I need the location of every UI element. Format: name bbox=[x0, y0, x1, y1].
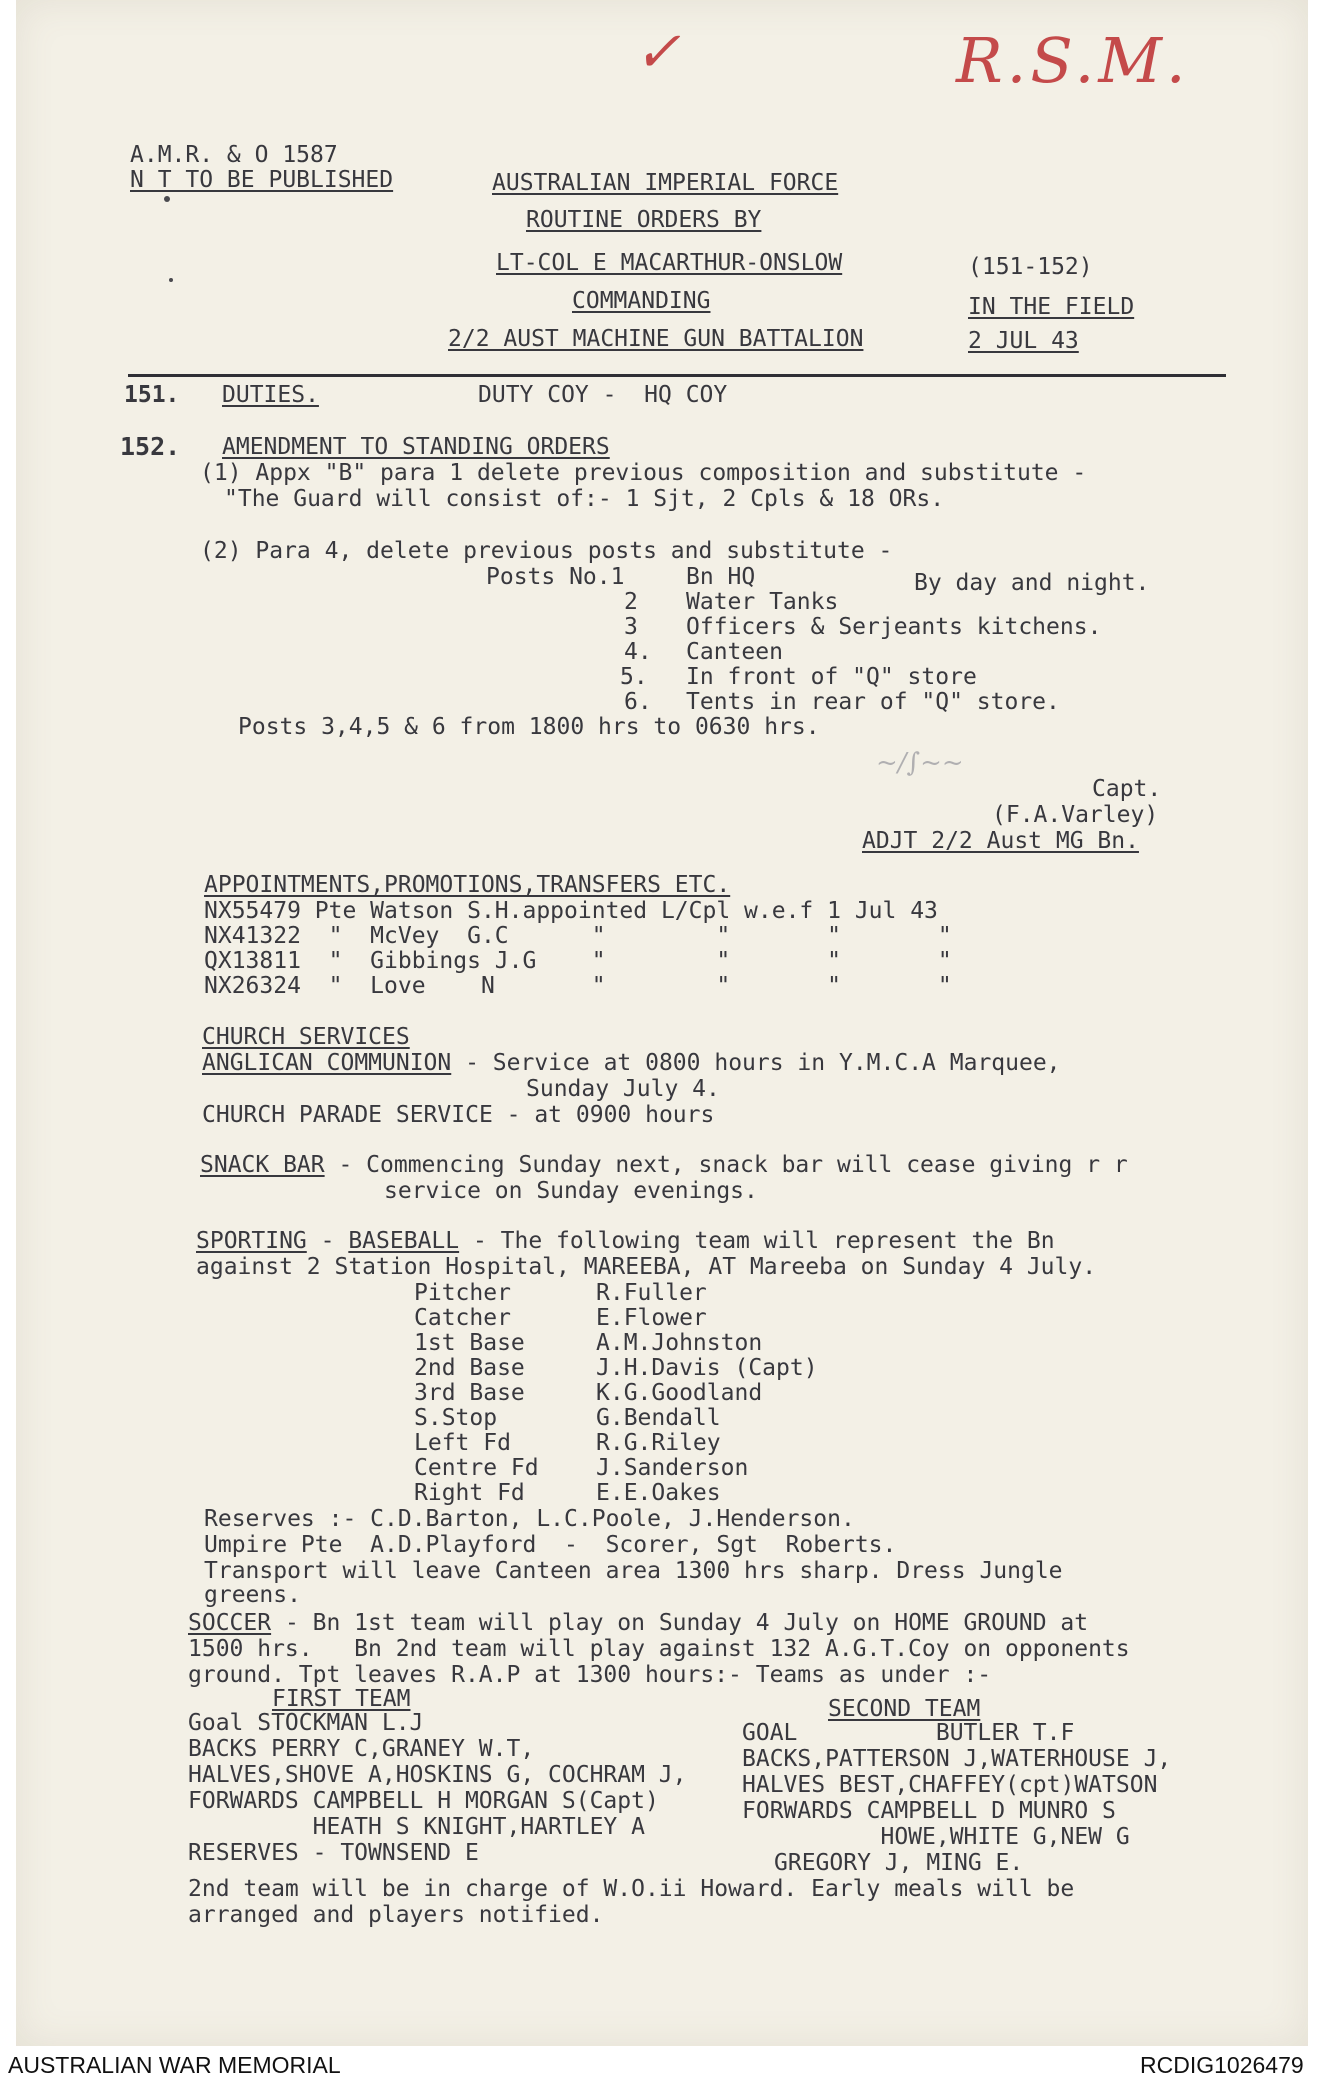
header-title-line-5: 2/2 AUST MACHINE GUN BATTALION bbox=[448, 326, 864, 352]
date-label: 2 JUL 43 bbox=[968, 328, 1079, 354]
soccer-note-1: 2nd team will be in charge of W.O.ii Howard. Early meals will be bbox=[188, 1876, 1075, 1902]
post-4-desc: Canteen bbox=[686, 639, 783, 665]
header-divider bbox=[128, 374, 1226, 377]
duties-label: DUTIES. bbox=[222, 382, 319, 408]
team-pos-6: S.Stop bbox=[414, 1405, 498, 1431]
second-team-line-3: HALVES BEST,CHAFFEY(cpt)WATSON bbox=[742, 1772, 1158, 1798]
second-team-title: SECOND TEAM bbox=[828, 1696, 981, 1722]
anglican-text: - Service at 0800 hours in Y.M.C.A Marquee, bbox=[451, 1050, 1061, 1076]
signature-name: (F.A.Varley) bbox=[992, 802, 1159, 828]
team-name-4: J.H.Davis (Capt) bbox=[596, 1355, 818, 1381]
church-parade: CHURCH PARADE SERVICE - at 0900 hours bbox=[202, 1102, 715, 1128]
team-pos-7: Left Fd bbox=[414, 1430, 511, 1456]
posts-label-text: Posts No. bbox=[486, 564, 611, 590]
team-name-6: G.Bendall bbox=[596, 1405, 721, 1431]
sporting-label: SPORTING bbox=[196, 1228, 307, 1254]
sporting-line-1 bbox=[196, 1228, 1055, 1254]
check-mark: ✓ bbox=[634, 20, 681, 85]
header-title-line-4: COMMANDING bbox=[572, 288, 711, 314]
post-2-desc: Water Tanks bbox=[686, 589, 839, 615]
header-title-line-2: ROUTINE ORDERS BY bbox=[526, 207, 762, 233]
post-3-number: 3 bbox=[624, 614, 638, 640]
punch-hole-mark bbox=[164, 196, 170, 202]
team-pos-4: 2nd Base bbox=[414, 1355, 525, 1381]
second-team-line-5: HOWE,WHITE G,NEW G bbox=[742, 1824, 1130, 1850]
post-6-desc: Tents in rear of "Q" store. bbox=[686, 689, 1060, 715]
post-5-number: 5. bbox=[620, 664, 648, 690]
anglican-line bbox=[202, 1050, 1061, 1076]
punch-hole-mark-2 bbox=[169, 278, 173, 282]
team-name-7: R.G.Riley bbox=[596, 1430, 721, 1456]
baseball-transport-1: Transport will leave Canteen area 1300 hrs sharp. Dress Jungle bbox=[204, 1558, 1063, 1584]
post-3-desc: Officers & Serjeants kitchens. bbox=[686, 614, 1102, 640]
appointments-row-1: NX55479 Pte Watson S.H.appointed L/Cpl w.e.f 1 Jul 43 bbox=[204, 898, 938, 924]
order-numbers: (151-152) bbox=[968, 254, 1093, 280]
duties-text: DUTY COY - HQ COY bbox=[478, 382, 728, 408]
appointments-row-2: NX41322 " McVey G.C " " " " bbox=[204, 923, 952, 949]
church-title: CHURCH SERVICES bbox=[202, 1024, 410, 1050]
team-name-9: E.E.Oakes bbox=[596, 1480, 721, 1506]
sporting-text: - The following team will represent the Bn bbox=[459, 1228, 1055, 1254]
amendment-line-1: (1) Appx "B" para 1 delete previous composition and substitute - bbox=[200, 460, 1087, 486]
first-team-title: FIRST TEAM bbox=[272, 1686, 411, 1712]
footer-identifier: RCDIG1026479 bbox=[1140, 2052, 1304, 2078]
soccer-note-2: arranged and players notified. bbox=[188, 1902, 604, 1928]
not-published-label: N T TO BE PUBLISHED bbox=[130, 167, 394, 193]
team-pos-2: Catcher bbox=[414, 1305, 511, 1331]
post-4-number: 4. bbox=[624, 639, 652, 665]
soccer-line-1 bbox=[188, 1610, 1088, 1636]
rsm-annotation: R.S.M. bbox=[956, 24, 1190, 97]
appointments-row-3: QX13811 " Gibbings J.G " " " " bbox=[204, 948, 952, 974]
signature-role: ADJT 2/2 Aust MG Bn. bbox=[862, 828, 1139, 854]
anglican-label: ANGLICAN COMMUNION bbox=[202, 1050, 452, 1076]
team-name-1: R.Fuller bbox=[596, 1280, 707, 1306]
sporting-line-2: against 2 Station Hospital, MAREEBA, AT Mareeba on Sunday 4 July. bbox=[196, 1254, 1097, 1280]
second-team-line-1: GOAL BUTLER T.F bbox=[742, 1720, 1075, 1746]
snack-text: - Commencing Sunday next, snack bar will cease giving r r bbox=[324, 1152, 1128, 1178]
first-team-line-5: HEATH S KNIGHT,HARTLEY A bbox=[188, 1814, 645, 1840]
first-team-line-4: FORWARDS CAMPBELL H MORGAN S(Capt) bbox=[188, 1788, 659, 1814]
post-2-number: 2 bbox=[624, 589, 638, 615]
post-6-number: 6. bbox=[624, 689, 652, 715]
soccer-line-2: 1500 hrs. Bn 2nd team will play against 132 A.G.T.Coy on opponents bbox=[188, 1636, 1130, 1662]
posts-label bbox=[486, 564, 624, 590]
handwritten-signature: ~/∫~~ bbox=[876, 748, 964, 778]
sporting-sep: - bbox=[306, 1228, 349, 1254]
soccer-line-3: ground. Tpt leaves R.A.P at 1300 hours:- Teams as under :- bbox=[188, 1662, 992, 1688]
team-name-8: J.Sanderson bbox=[596, 1455, 749, 1481]
baseball-label: BASEBALL bbox=[348, 1228, 460, 1254]
snack-label: SNACK BAR bbox=[200, 1152, 325, 1178]
team-name-3: A.M.Johnston bbox=[596, 1330, 763, 1356]
snack-line-2: service on Sunday evenings. bbox=[384, 1178, 758, 1204]
post-1-desc: Bn HQ bbox=[686, 564, 756, 590]
appointments-row-4: NX26324 " Love N " " " " bbox=[204, 973, 952, 999]
amendment-line-2: "The Guard will consist of:- 1 Sjt, 2 Cpls & 18 ORs. bbox=[224, 486, 945, 512]
soccer-label: SOCCER bbox=[188, 1610, 272, 1636]
first-team-line-3: HALVES,SHOVE A,HOSKINS G, COCHRAM J, bbox=[188, 1762, 687, 1788]
team-pos-1: Pitcher bbox=[414, 1280, 511, 1306]
order-reference: A.M.R. & O 1587 bbox=[130, 142, 338, 168]
baseball-umpire: Umpire Pte A.D.Playford - Scorer, Sgt Roberts. bbox=[204, 1532, 897, 1558]
soccer-text-1: - Bn 1st team will play on Sunday 4 July on HOME GROUND at bbox=[271, 1610, 1089, 1636]
first-team-line-2: BACKS PERRY C,GRANEY W.T, bbox=[188, 1736, 535, 1762]
team-pos-9: Right Fd bbox=[414, 1480, 525, 1506]
first-team-line-1: Goal STOCKMAN L.J bbox=[188, 1710, 424, 1736]
team-name-2: E.Flower bbox=[596, 1305, 707, 1331]
header-title-line-1: AUSTRALIAN IMPERIAL FORCE bbox=[492, 170, 839, 196]
second-team-line-2: BACKS,PATTERSON J,WATERHOUSE J, bbox=[742, 1746, 1172, 1772]
amendment-number: 152. bbox=[120, 432, 181, 461]
soccer-reserves: RESERVES - TOWNSEND E bbox=[188, 1840, 479, 1866]
post-5-desc: In front of "Q" store bbox=[686, 664, 977, 690]
header-title-line-3: LT-COL E MACARTHUR-ONSLOW bbox=[496, 250, 843, 276]
amendment-line-3: (2) Para 4, delete previous posts and substitute - bbox=[200, 538, 893, 564]
posts-hours: Posts 3,4,5 & 6 from 1800 hrs to 0630 hrs. bbox=[238, 714, 820, 740]
second-team-line-6: GREGORY J, MING E. bbox=[774, 1850, 1024, 1876]
team-name-5: K.G.Goodland bbox=[596, 1380, 763, 1406]
second-team-line-4: FORWARDS CAMPBELL D MUNRO S bbox=[742, 1798, 1116, 1824]
appointments-title: APPOINTMENTS,PROMOTIONS,TRANSFERS ETC. bbox=[204, 872, 731, 898]
amendment-title: AMENDMENT TO STANDING ORDERS bbox=[222, 434, 610, 460]
baseball-reserves: Reserves :- C.D.Barton, L.C.Poole, J.Henderson. bbox=[204, 1506, 855, 1532]
baseball-transport-2: greens. bbox=[204, 1582, 301, 1608]
document-page bbox=[16, 0, 1308, 2046]
anglican-date: Sunday July 4. bbox=[526, 1076, 720, 1102]
footer-credit: AUSTRALIAN WAR MEMORIAL bbox=[8, 2052, 341, 2078]
team-pos-5: 3rd Base bbox=[414, 1380, 525, 1406]
location-label: IN THE FIELD bbox=[968, 294, 1135, 320]
post-by-day-note: By day and night. bbox=[914, 570, 1150, 596]
signature-rank: Capt. bbox=[1092, 776, 1162, 802]
team-pos-3: 1st Base bbox=[414, 1330, 525, 1356]
post-1-number: 1 bbox=[610, 564, 625, 590]
duties-number: 151. bbox=[124, 382, 180, 408]
snack-line-1 bbox=[200, 1152, 1128, 1178]
team-pos-8: Centre Fd bbox=[414, 1455, 539, 1481]
